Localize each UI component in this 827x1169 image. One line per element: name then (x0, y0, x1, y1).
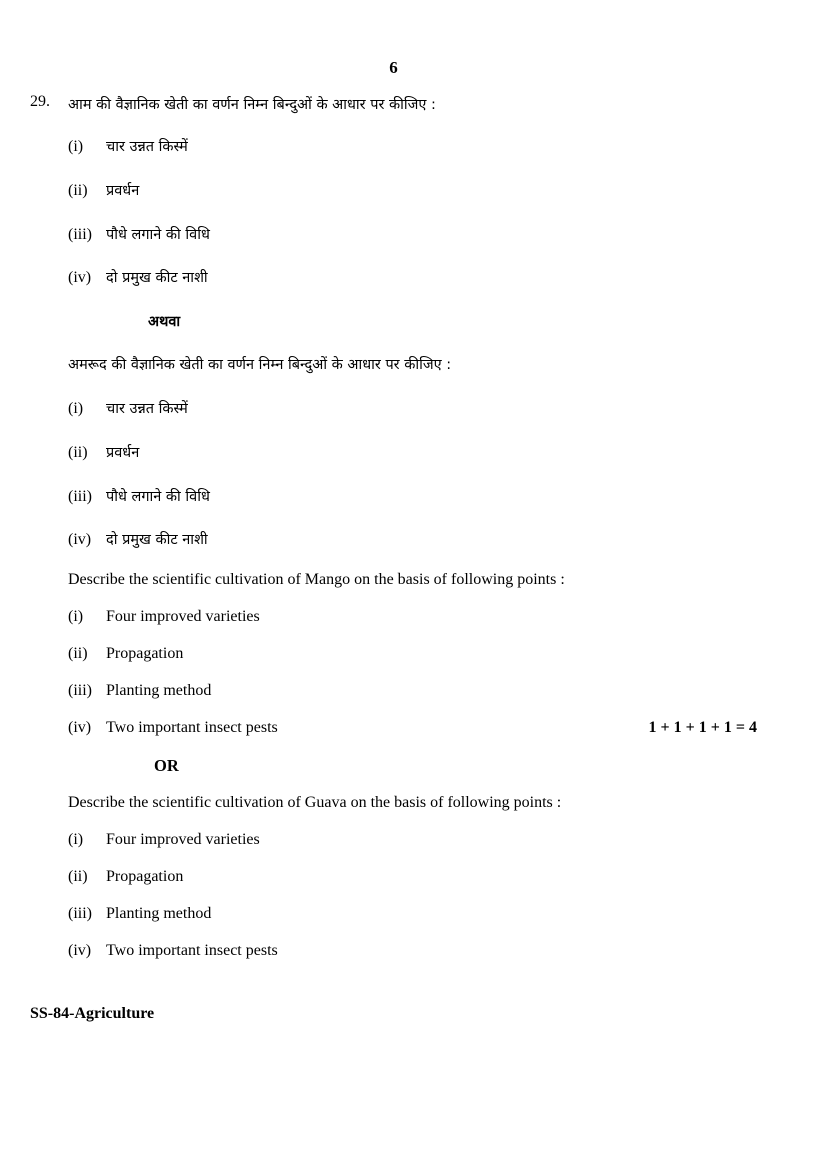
item-number: (ii) (68, 645, 88, 662)
hindi-mango-item (68, 180, 139, 200)
english-mango-item (68, 645, 183, 663)
item-number: (iv) (68, 719, 92, 736)
item-text: Propagation (106, 645, 184, 662)
question-number: 29. (30, 93, 50, 110)
item-text: Four improved varieties (106, 608, 260, 625)
item-number: (iv) (68, 531, 92, 548)
item-number: (iii) (68, 905, 92, 922)
hindi-guava-prompt: अमरूद की वैज्ञानिक खेती का वर्णन निम्न बिन्दुओं के आधार पर कीजिए : (68, 357, 452, 373)
english-mango-item (68, 682, 211, 700)
hindi-guava-item (68, 529, 208, 549)
item-number: (i) (68, 831, 84, 848)
marks-allocation: 1 + 1 + 1 + 1 = 4 (648, 719, 757, 736)
item-number: (ii) (68, 444, 88, 461)
page-number: 6 (389, 58, 398, 77)
item-number: (iii) (68, 226, 92, 243)
english-mango-prompt: Describe the scientific cultivation of Mango on the basis of following points : (68, 571, 565, 588)
hindi-mango-item (68, 136, 188, 156)
item-text: Four improved varieties (106, 831, 260, 848)
item-text: पौधे लगाने की विधि (106, 489, 210, 505)
item-text: Planting method (106, 682, 212, 699)
item-text: दो प्रमुख कीट नाशी (106, 270, 208, 286)
hindi-mango-item (68, 224, 210, 244)
hindi-or: अथवा (148, 314, 181, 330)
english-guava-prompt: Describe the scientific cultivation of Guava on the basis of following points : (68, 794, 562, 811)
hindi-guava-item (68, 398, 188, 418)
english-guava-item (68, 905, 211, 923)
english-guava-item (68, 942, 278, 960)
item-number: (iv) (68, 942, 92, 959)
english-guava-item (68, 831, 260, 849)
item-text: Planting method (106, 905, 212, 922)
item-text: Two important insect pests (106, 942, 278, 959)
item-text: दो प्रमुख कीट नाशी (106, 532, 208, 548)
item-number: (ii) (68, 182, 88, 199)
item-number: (iii) (68, 488, 92, 505)
item-text: Propagation (106, 868, 184, 885)
item-text: पौधे लगाने की विधि (106, 227, 210, 243)
hindi-mango-item (68, 267, 208, 287)
english-mango-item (68, 608, 260, 626)
english-or: OR (154, 756, 179, 775)
item-number: (i) (68, 400, 84, 417)
item-text: प्रवर्धन (106, 183, 140, 199)
hindi-mango-prompt: आम की वैज्ञानिक खेती का वर्णन निम्न बिन्दुओं के आधार पर कीजिए : (68, 97, 436, 113)
english-mango-item (68, 719, 278, 737)
item-text: चार उन्नत किस्में (106, 139, 188, 155)
item-number: (ii) (68, 868, 88, 885)
item-number: (iii) (68, 682, 92, 699)
hindi-guava-item (68, 442, 139, 462)
item-text: चार उन्नत किस्में (106, 401, 188, 417)
item-text: Two important insect pests (106, 719, 278, 736)
hindi-guava-item (68, 486, 210, 506)
item-text: प्रवर्धन (106, 445, 140, 461)
footer-paper-code: SS-84-Agriculture (30, 1005, 155, 1022)
item-number: (i) (68, 608, 84, 625)
item-number: (iv) (68, 269, 92, 286)
english-guava-item (68, 868, 183, 886)
item-number: (i) (68, 138, 84, 155)
